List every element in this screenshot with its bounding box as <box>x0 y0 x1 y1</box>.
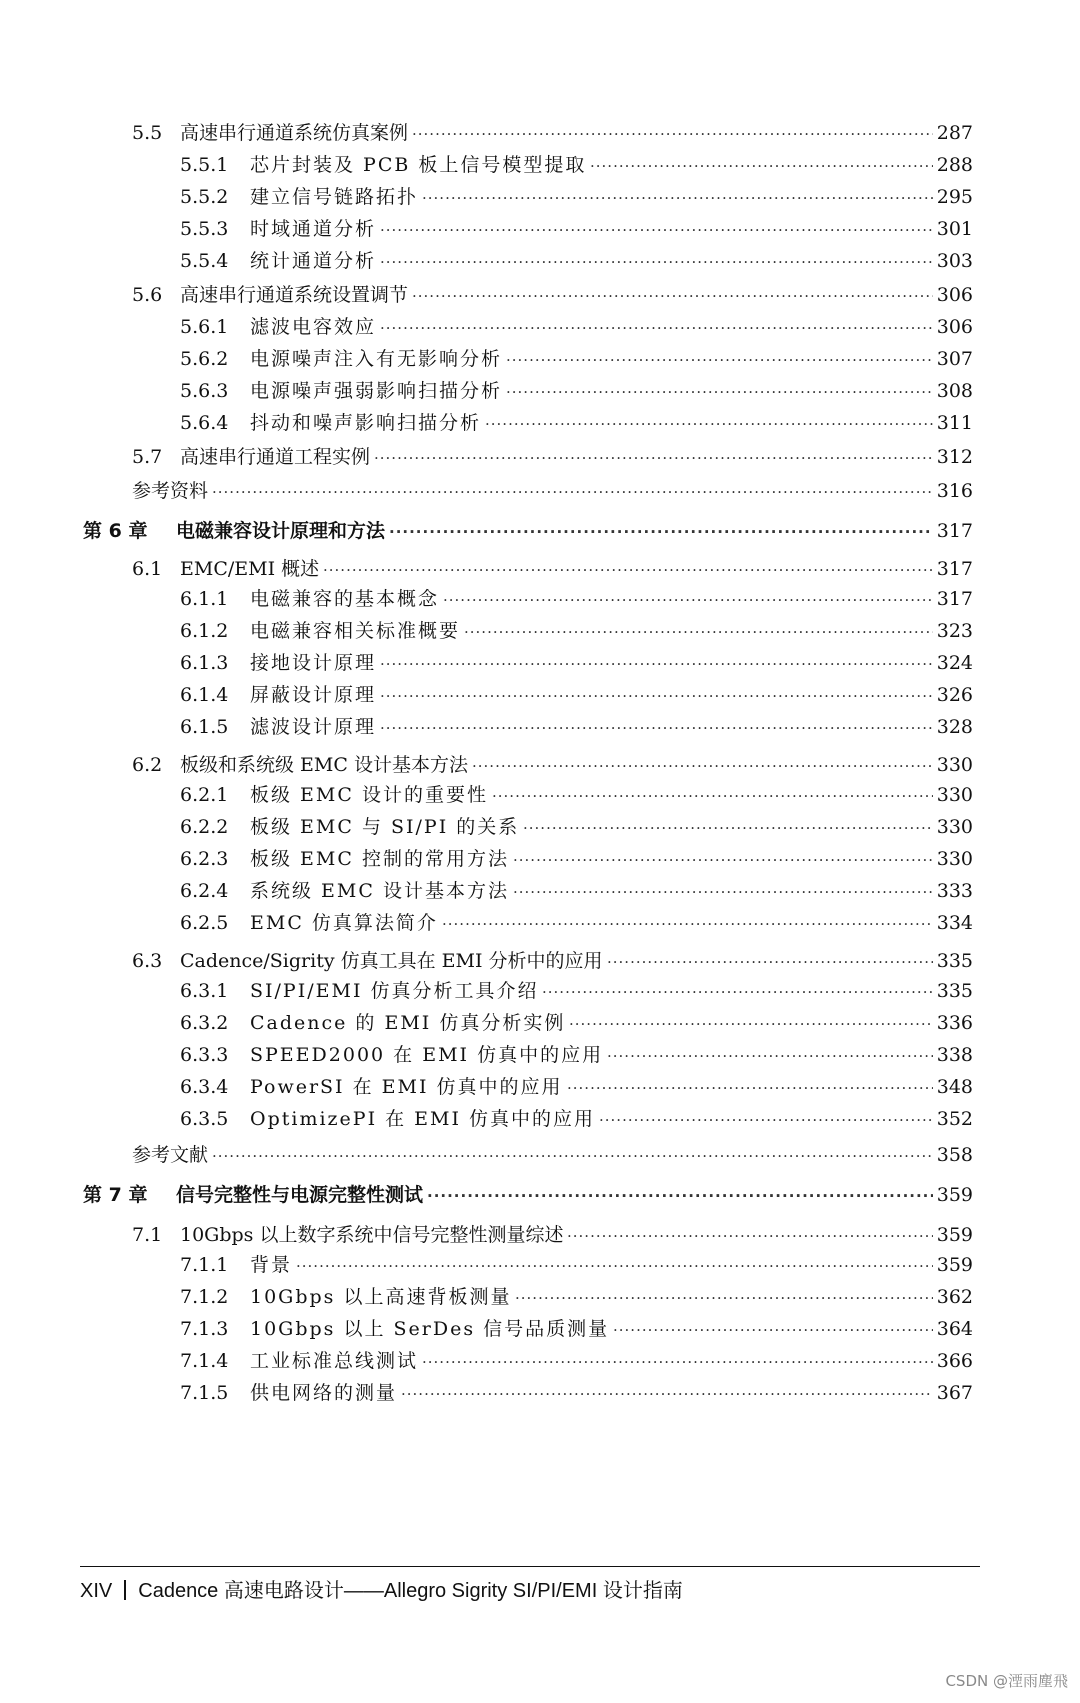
toc-entry-number: 6.3.2 <box>180 1012 229 1034</box>
toc-entry-number: 7.1.3 <box>180 1318 229 1340</box>
toc-entry[interactable] <box>0 516 1080 546</box>
page-folio: XIV <box>80 1580 113 1602</box>
toc-entry-page: 335 <box>936 950 973 972</box>
dot-leader <box>472 750 933 780</box>
toc-entry-number: 6.2 <box>132 754 163 776</box>
toc-entry-title: SPEED2000 在 EMI 仿真中的应用 <box>250 1044 604 1066</box>
footer-rule <box>80 1566 980 1567</box>
toc-entry-page: 335 <box>936 980 973 1002</box>
dot-leader <box>380 312 933 342</box>
dot-leader <box>464 616 933 646</box>
toc-entry[interactable] <box>0 616 1080 646</box>
toc-entry[interactable] <box>0 1072 1080 1102</box>
dot-leader <box>380 214 933 244</box>
dot-leader <box>599 1104 933 1134</box>
dot-leader <box>212 476 933 506</box>
toc-entry-page: 359 <box>936 1224 973 1246</box>
toc-entry-title: 参考资料 <box>132 480 209 502</box>
toc-entry-page: 306 <box>936 284 973 306</box>
dot-leader <box>567 1072 933 1102</box>
toc-entry-page: 359 <box>936 1184 973 1206</box>
toc-entry[interactable] <box>0 1140 1080 1170</box>
toc-entry-title: 电源噪声注入有无影响分析 <box>250 348 503 370</box>
toc-entry-title: 10Gbps 以上数字系统中信号完整性测量综述 <box>180 1224 564 1246</box>
toc-entry-page: 359 <box>936 1254 973 1276</box>
dot-leader <box>212 1140 933 1170</box>
toc-entry-page: 308 <box>936 380 973 402</box>
dot-leader <box>607 1040 933 1070</box>
toc-entry-number: 6.1.1 <box>180 588 229 610</box>
toc-entry-number: 5.5.2 <box>180 186 229 208</box>
toc-entry[interactable] <box>0 750 1080 780</box>
toc-entry-page: 326 <box>936 684 973 706</box>
toc-entry-page: 330 <box>936 754 973 776</box>
toc-entry[interactable] <box>0 712 1080 742</box>
toc-entry[interactable] <box>0 976 1080 1006</box>
toc-entry[interactable] <box>0 1378 1080 1408</box>
toc-entry-number: 7.1 <box>132 1224 163 1246</box>
toc-entry-page: 312 <box>936 446 973 468</box>
toc-entry-page: 287 <box>936 122 973 144</box>
toc-entry-number: 6.2.2 <box>180 816 229 838</box>
dot-leader <box>296 1250 933 1280</box>
toc-entry-page: 317 <box>936 588 973 610</box>
dot-leader <box>422 182 933 212</box>
toc-entry-title: 参考文献 <box>132 1144 209 1166</box>
toc-entry-title: 电磁兼容相关标准概要 <box>250 620 461 642</box>
dot-leader <box>443 584 933 614</box>
dot-leader <box>485 408 933 438</box>
toc-entry-number: 5.6.1 <box>180 316 229 338</box>
toc-entry[interactable] <box>0 1346 1080 1376</box>
toc-entry-number: 第 7 章 <box>83 1184 148 1206</box>
toc-entry-number: 6.1.5 <box>180 716 229 738</box>
toc-entry[interactable] <box>0 584 1080 614</box>
toc-entry[interactable] <box>0 946 1080 976</box>
toc-entry[interactable] <box>0 246 1080 276</box>
toc-entry-number: 6.3.1 <box>180 980 229 1002</box>
toc-entry-title: 系统级 EMC 设计基本方法 <box>250 880 509 902</box>
toc-entry-title: 统计通道分析 <box>250 250 377 272</box>
dot-leader <box>389 516 933 546</box>
toc-entry[interactable] <box>0 876 1080 906</box>
toc-entry-page: 333 <box>936 880 973 902</box>
dot-leader <box>401 1378 933 1408</box>
toc-entry[interactable] <box>0 344 1080 374</box>
toc-entry-number: 7.1.1 <box>180 1254 229 1276</box>
toc-entry[interactable] <box>0 1314 1080 1344</box>
toc-entry-number: 7.1.4 <box>180 1350 229 1372</box>
toc-entry-number: 6.1 <box>132 558 163 580</box>
toc-entry-number: 5.6 <box>132 284 163 306</box>
toc-entry-title: 板级 EMC 控制的常用方法 <box>250 848 509 870</box>
toc-entry-title: 建立信号链路拓扑 <box>250 186 419 208</box>
toc-entry-title: 高速串行通道工程实例 <box>180 446 371 468</box>
toc-entry-title: 工业标准总线测试 <box>250 1350 419 1372</box>
toc-entry[interactable] <box>0 118 1080 148</box>
dot-leader <box>323 554 933 584</box>
toc-entry-page: 303 <box>936 250 973 272</box>
toc-entry-number: 6.1.3 <box>180 652 229 674</box>
toc-entry[interactable] <box>0 680 1080 710</box>
toc-entry-page: 352 <box>936 1108 973 1130</box>
toc-entry-title: 时域通道分析 <box>250 218 377 240</box>
toc-entry-title: PowerSI 在 EMI 仿真中的应用 <box>250 1076 563 1098</box>
dot-leader <box>412 118 933 148</box>
toc-entry-title: 供电网络的测量 <box>250 1382 398 1404</box>
toc-entry-page: 330 <box>936 816 973 838</box>
dot-leader <box>380 648 933 678</box>
toc-entry-title: 抖动和噪声影响扫描分析 <box>250 412 482 434</box>
toc-entry-number: 7.1.5 <box>180 1382 229 1404</box>
toc-entry-number: 5.7 <box>132 446 163 468</box>
toc-entry-page: 324 <box>936 652 973 674</box>
toc-entry-number: 6.1.4 <box>180 684 229 706</box>
page-footer <box>80 1575 683 1607</box>
toc-entry-title: 10Gbps 以上 SerDes 信号品质测量 <box>250 1318 610 1340</box>
toc-entry-page: 330 <box>936 784 973 806</box>
toc-entry-title: 10Gbps 以上高速背板测量 <box>250 1286 512 1308</box>
dot-leader <box>607 946 933 976</box>
toc-entry-page: 364 <box>936 1318 973 1340</box>
toc-entry-page: 330 <box>936 848 973 870</box>
toc-entry[interactable] <box>0 780 1080 810</box>
toc-entry-page: 301 <box>936 218 973 240</box>
toc-entry-title: 屏蔽设计原理 <box>250 684 377 706</box>
dot-leader <box>492 780 933 810</box>
toc-entry[interactable] <box>0 908 1080 938</box>
toc-entry-title: Cadence/Sigrity 仿真工具在 EMI 分析中的应用 <box>180 950 603 972</box>
toc-entry-title: 板级 EMC 设计的重要性 <box>250 784 488 806</box>
toc-entry-page: 307 <box>936 348 973 370</box>
toc-entry-title: 电磁兼容设计原理和方法 <box>176 520 386 542</box>
toc-entry-title: 滤波电容效应 <box>250 316 377 338</box>
toc-entry[interactable] <box>0 376 1080 406</box>
dot-leader <box>506 344 933 374</box>
toc-entry[interactable] <box>0 442 1080 472</box>
toc-entry-page: 306 <box>936 316 973 338</box>
toc-entry-number: 6.3.3 <box>180 1044 229 1066</box>
dot-leader <box>380 246 933 276</box>
toc-entry-page: 366 <box>936 1350 973 1372</box>
toc-entry-number: 5.6.2 <box>180 348 229 370</box>
dot-leader <box>515 1282 933 1312</box>
toc-entry-title: 高速串行通道系统仿真案例 <box>180 122 409 144</box>
toc-entry-number: 5.6.4 <box>180 412 229 434</box>
toc-entry[interactable] <box>0 150 1080 180</box>
toc-entry-title: EMC/EMI 概述 <box>180 558 320 580</box>
toc-entry-page: 336 <box>936 1012 973 1034</box>
toc-entry[interactable] <box>0 1180 1080 1210</box>
toc-entry[interactable] <box>0 1104 1080 1134</box>
toc-entry-page: 362 <box>936 1286 973 1308</box>
toc-entry[interactable] <box>0 280 1080 310</box>
toc-entry[interactable] <box>0 1040 1080 1070</box>
dot-leader <box>569 1008 933 1038</box>
toc-entry-title: 板级和系统级 EMC 设计基本方法 <box>180 754 468 776</box>
dot-leader <box>523 812 933 842</box>
footer-separator <box>124 1580 126 1600</box>
dot-leader <box>380 680 933 710</box>
toc-entry-number: 6.3.5 <box>180 1108 229 1130</box>
toc-entry[interactable] <box>0 312 1080 342</box>
toc-entry-title: SI/PI/EMI 仿真分析工具介绍 <box>250 980 539 1002</box>
toc-entry[interactable] <box>0 408 1080 438</box>
toc-entry-page: 295 <box>936 186 973 208</box>
toc-entry-title: 信号完整性与电源完整性测试 <box>176 1184 424 1206</box>
toc-entry-page: 358 <box>936 1144 973 1166</box>
toc-entry-number: 5.5 <box>132 122 163 144</box>
toc-entry-title: 背景 <box>250 1254 293 1276</box>
dot-leader <box>412 280 933 310</box>
toc-entry-page: 328 <box>936 716 973 738</box>
toc-entry-title: 接地设计原理 <box>250 652 377 674</box>
toc-entry[interactable] <box>0 812 1080 842</box>
toc-entry-number: 5.5.1 <box>180 154 229 176</box>
toc-entry-title: 电磁兼容的基本概念 <box>250 588 440 610</box>
toc-entry-page: 317 <box>936 558 973 580</box>
toc-entry-number: 6.3 <box>132 950 163 972</box>
toc-entry-number: 6.3.4 <box>180 1076 229 1098</box>
dot-leader <box>442 908 933 938</box>
toc-entry-page: 317 <box>936 520 973 542</box>
toc-entry-title: OptimizePI 在 EMI 仿真中的应用 <box>250 1108 596 1130</box>
toc-entry[interactable] <box>0 1220 1080 1250</box>
toc-entry-number: 6.2.1 <box>180 784 229 806</box>
toc-entry[interactable] <box>0 182 1080 212</box>
toc-entry[interactable] <box>0 476 1080 506</box>
dot-leader <box>567 1220 933 1250</box>
toc-entry[interactable] <box>0 648 1080 678</box>
dot-leader <box>506 376 933 406</box>
toc-entry-number: 7.1.2 <box>180 1286 229 1308</box>
toc-entry-number: 6.2.4 <box>180 880 229 902</box>
toc-entry-title: EMC 仿真算法简介 <box>250 912 438 934</box>
book-title: Cadence 高速电路设计——Allegro Sigrity SI/PI/EMI 设计指南 <box>138 1580 683 1602</box>
toc-entry-page: 316 <box>936 480 973 502</box>
dot-leader <box>542 976 933 1006</box>
toc-entry-page: 338 <box>936 1044 973 1066</box>
toc-entry-number: 6.2.5 <box>180 912 229 934</box>
dot-leader <box>590 150 933 180</box>
toc-entry-page: 334 <box>936 912 973 934</box>
dot-leader <box>374 442 933 472</box>
toc-entry[interactable] <box>0 214 1080 244</box>
dot-leader <box>422 1346 933 1376</box>
dot-leader <box>513 876 933 906</box>
csdn-watermark: CSDN @湮雨塵飛 <box>945 1672 1068 1690</box>
dot-leader <box>513 844 933 874</box>
toc-entry-page: 323 <box>936 620 973 642</box>
dot-leader <box>380 712 933 742</box>
toc-entry-title: 电源噪声强弱影响扫描分析 <box>250 380 503 402</box>
toc-entry-page: 367 <box>936 1382 973 1404</box>
toc-entry[interactable] <box>0 1282 1080 1312</box>
toc-entry-page: 311 <box>936 412 973 434</box>
toc-entry[interactable] <box>0 844 1080 874</box>
dot-leader <box>427 1180 933 1210</box>
toc-entry-title: 高速串行通道系统设置调节 <box>180 284 409 306</box>
toc-entry-number: 第 6 章 <box>83 520 148 542</box>
toc-entry[interactable] <box>0 1250 1080 1280</box>
toc-entry[interactable] <box>0 1008 1080 1038</box>
dot-leader <box>613 1314 933 1344</box>
toc-entry[interactable] <box>0 554 1080 584</box>
toc-entry-number: 5.6.3 <box>180 380 229 402</box>
toc-entry-number: 5.5.4 <box>180 250 229 272</box>
toc-entry-title: 板级 EMC 与 SI/PI 的关系 <box>250 816 520 838</box>
toc-entry-page: 348 <box>936 1076 973 1098</box>
toc-entry-number: 6.1.2 <box>180 620 229 642</box>
toc-entry-title: 芯片封装及 PCB 板上信号模型提取 <box>250 154 587 176</box>
toc-entry-number: 6.2.3 <box>180 848 229 870</box>
toc-entry-page: 288 <box>936 154 973 176</box>
toc-entry-number: 5.5.3 <box>180 218 229 240</box>
toc-entry-title: Cadence 的 EMI 仿真分析实例 <box>250 1012 566 1034</box>
toc-entry-title: 滤波设计原理 <box>250 716 377 738</box>
